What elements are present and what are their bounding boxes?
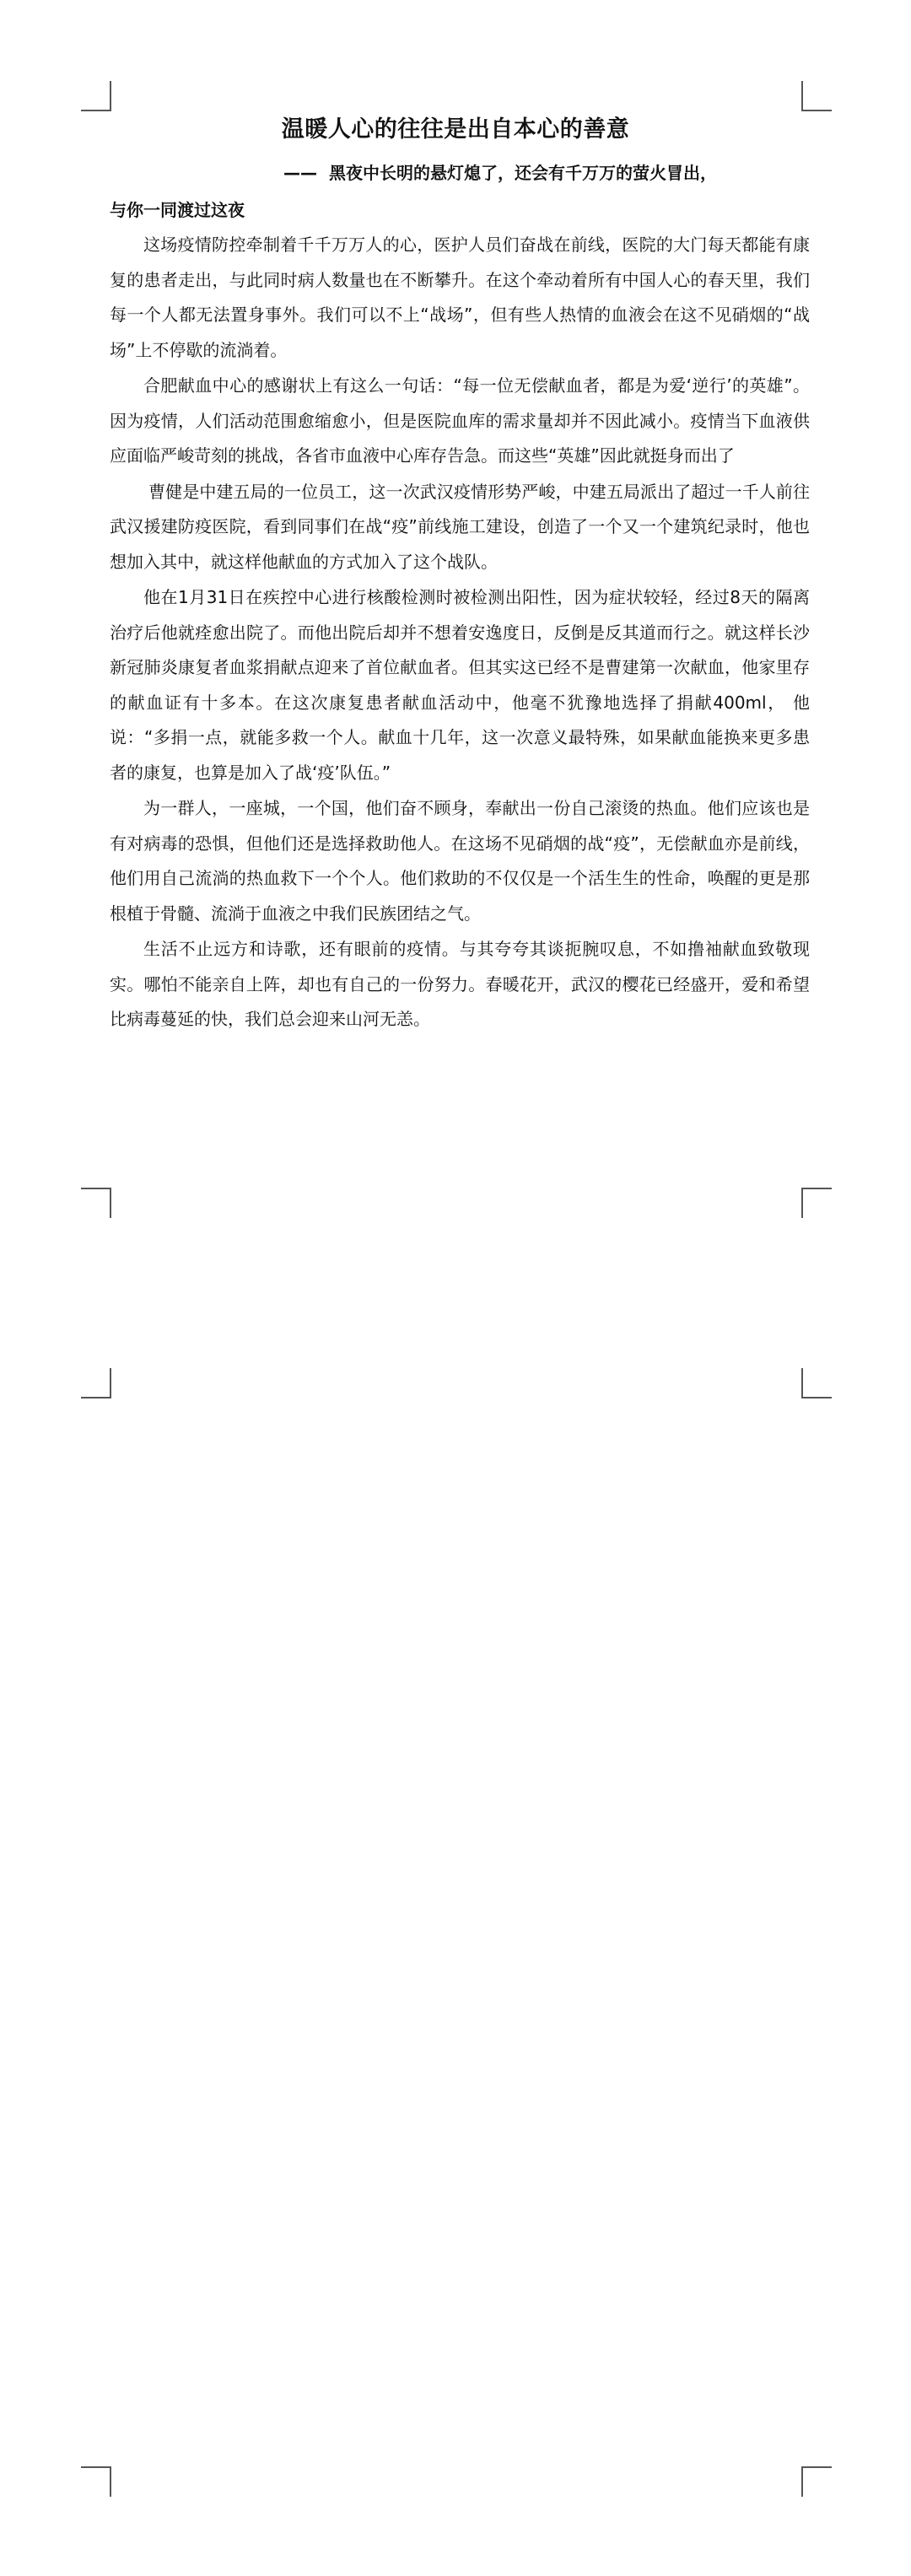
paragraph: 合肥献血中心的感谢状上有这么一句话：“每一位无偿献血者，都是为爱‘逆行’的英雄”。因为疫情，人们活动范围愈缩愈小，但是医院血库的需求量却并不因此减小。疫情当下血液供应面临严峻苛刻的挑战，各省市血液中心库存告急。而这些“英雄”因此就挺身而出了 bbox=[110, 375, 810, 466]
crop-mark-top-left bbox=[81, 1368, 111, 1398]
paragraph: 曹健是中建五局的一位员工，这一次武汉疫情形势严峻，中建五局派出了超过一千人前往武汉援建防疫医院，看到同事们在战“疫”前线施工建设，创造了一个又一个建筑纪录时，他也想加入其中，就这样他献血的方式加入了这个战队。 bbox=[110, 481, 810, 572]
document-title: 温暖人心的往往是出自本心的善意 bbox=[281, 116, 630, 143]
paragraph: 为一群人，一座城，一个国，他们奋不顾身，奉献出一份自己滚烫的热血。他们应该也是有对病毒的恐惧，但他们还是选择救助他人。在这场不见硝烟的战“疫”，无偿献血亦是前线，他们用自己流淌的热血救下一个个人。他们救助的不仅仅是一个活生生的性命，唤醒的更是那根植于骨髓、流淌于血液之中我们民族团结之气。 bbox=[110, 798, 810, 924]
subtitle-line-1: 黑夜中长明的悬灯熄了，还会有千万万的萤火冒出， bbox=[329, 163, 717, 183]
crop-mark-top-left bbox=[81, 81, 111, 111]
crop-mark-bottom-left bbox=[81, 2466, 111, 2497]
document-body bbox=[110, 228, 810, 1038]
crop-mark-bottom-right bbox=[801, 2466, 832, 2497]
crop-mark-top-right bbox=[801, 1368, 832, 1398]
subtitle-line-2: 与你一同渡过这夜 bbox=[110, 200, 245, 220]
subtitle-dash: —— bbox=[283, 163, 317, 183]
crop-mark-bottom-right bbox=[801, 1188, 832, 1218]
crop-mark-bottom-left bbox=[81, 1188, 111, 1218]
paragraph: 生活不止远方和诗歌，还有眼前的疫情。与其夸夸其谈扼腕叹息，不如撸袖献血致敬现实。哪怕不能亲自上阵，却也有自己的一份努力。春暖花开，武汉的樱花已经盛开，爱和希望比病毒蔓延的快，我们总会迎来山河无恙。 bbox=[110, 939, 810, 1029]
crop-mark-top-right bbox=[801, 81, 832, 111]
paragraph: 他在1月31日在疾控中心进行核酸检测时被检测出阳性，因为症状较轻，经过8天的隔离治疗后他就痊愈出院了。而他出院后却并不想着安逸度日，反倒是反其道而行之。就这样长沙新冠肺炎康复者血浆捐献点迎来了首位献血者。但其实这已经不是曹建第一次献血，他家里存的献血证有十多本。在这次康复患者献血活动中，他毫不犹豫地选择了捐献400ml， 他说：“多捐一点，就能多救一个人。献血十几年，这一次意义最特殊，如果献血能换来更多患者的康复，也算是加入了战‘疫’队伍。” bbox=[110, 587, 810, 783]
paragraph: 这场疫情防控牵制着千千万万人的心，医护人员们奋战在前线，医院的大门每天都能有康复的患者走出，与此同时病人数量也在不断攀升。在这个牵动着所有中国人心的春天里，我们每一个人都无法置身事外。我们可以不上“战场”，但有些人热情的血液会在这不见硝烟的“战场”上不停歇的流淌着。 bbox=[110, 234, 810, 360]
document-subtitle bbox=[110, 154, 810, 229]
